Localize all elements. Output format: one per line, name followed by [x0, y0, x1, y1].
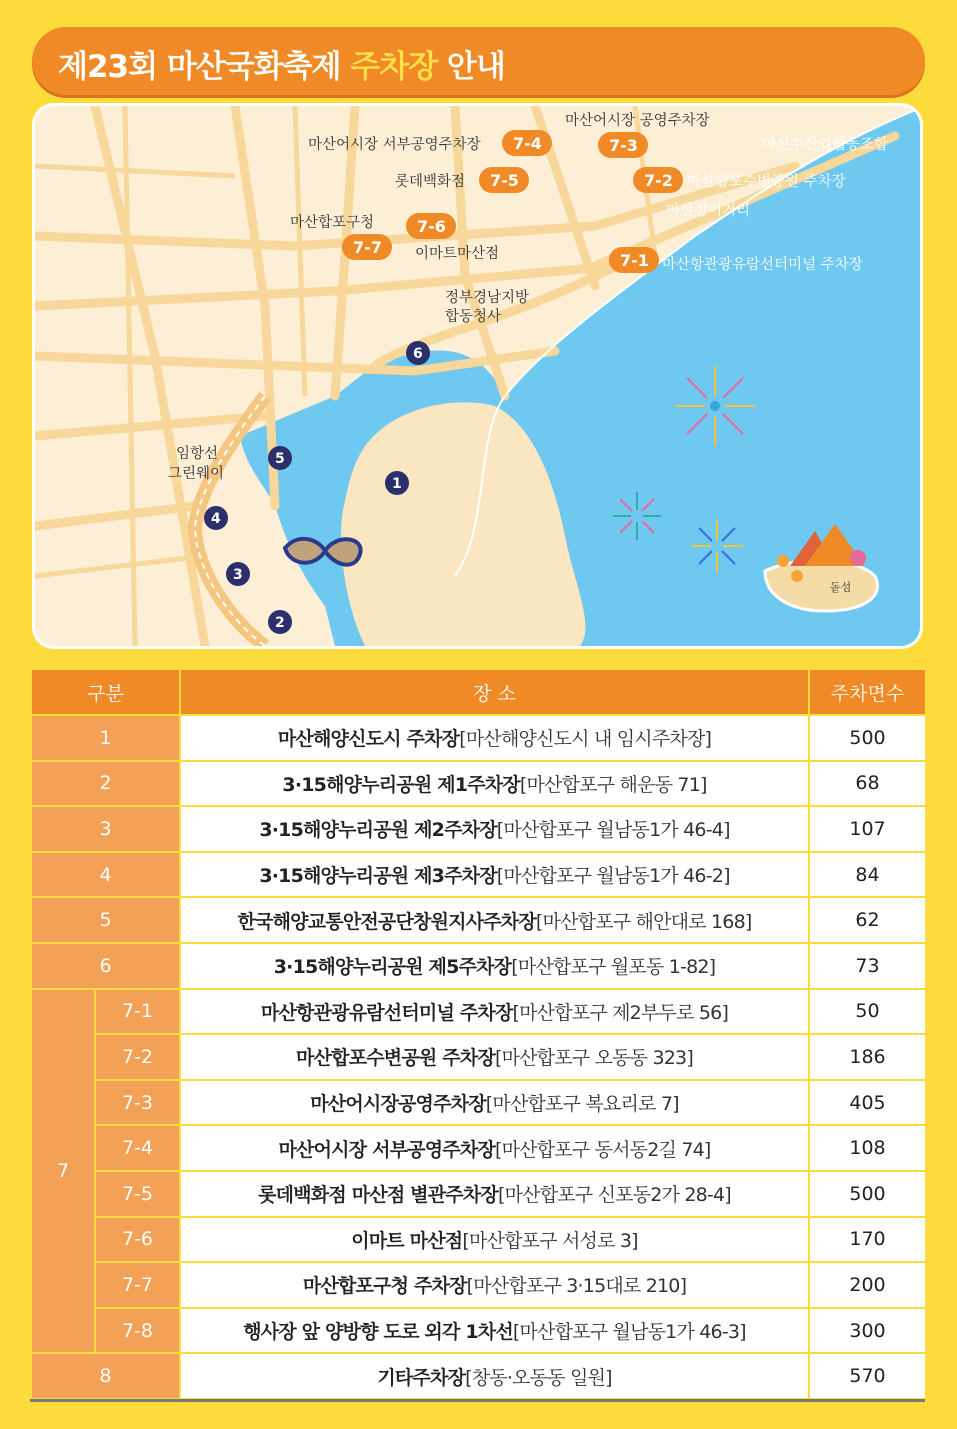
row-count: 200 [809, 1262, 926, 1308]
place-name: 마산어시장공영주차장 [310, 1093, 486, 1116]
row-place [180, 1353, 809, 1399]
row-group-7: 7 [31, 989, 95, 1354]
table-row [31, 1217, 926, 1263]
row-sub: 7-1 [95, 989, 180, 1035]
place-address: [마산해양신도시 내 임시주차장] [459, 728, 712, 751]
row-sub: 7-2 [95, 1034, 180, 1080]
table-row [31, 1034, 926, 1080]
pin-7-1[interactable] [609, 247, 659, 273]
row-sub: 7-3 [95, 1080, 180, 1126]
title-highlight: 주차장 [350, 49, 438, 85]
title-bar [32, 27, 925, 95]
row-count: 108 [809, 1125, 926, 1171]
row-place [180, 1125, 809, 1171]
label-emart: 이마트마산점 [415, 246, 500, 262]
place-name: 마산해양신도시 주차장 [277, 728, 460, 751]
label-happo-beach: 마산합포수변공원 주차장 [687, 174, 846, 190]
svg-text:2: 2 [275, 615, 285, 631]
page-title: 제23회 마산국화축제 주차장 안내 [58, 49, 505, 85]
marker-4[interactable] [204, 506, 228, 530]
row-group: 6 [31, 943, 180, 989]
svg-text:5: 5 [275, 451, 285, 467]
place-name: 롯데백화점 마산점 별관주차장 [258, 1184, 498, 1207]
row-group: 4 [31, 852, 180, 898]
label-gondola-2: 그린웨이 [168, 466, 225, 482]
svg-text:7-4: 7-4 [513, 134, 542, 153]
place-address: [마산합포구 서성로 3] [462, 1229, 638, 1252]
row-sub: 7-4 [95, 1125, 180, 1171]
row-count: 500 [809, 715, 926, 761]
place-name: 기타주차장 [377, 1366, 466, 1389]
svg-text:7-7: 7-7 [353, 238, 382, 257]
label-happo-office: 마산합포구청 [290, 215, 375, 231]
table-row [31, 761, 926, 807]
label-jangeo: 마산장어거리 [666, 203, 751, 219]
table-row [31, 806, 926, 852]
svg-text:6: 6 [413, 346, 423, 362]
row-place [180, 1034, 809, 1080]
label-gondola-1: 임항선 [176, 446, 219, 462]
row-place [180, 1080, 809, 1126]
place-name: 3·15해양누리공원 제5주차장 [273, 956, 512, 979]
place-name: 행사장 앞 양방향 도로 외각 1차선 [243, 1321, 513, 1344]
place-address: [마산합포구 해운동 71] [519, 773, 707, 796]
pin-7-5[interactable] [479, 167, 529, 193]
row-group: 8 [31, 1353, 180, 1399]
parking-table [30, 668, 927, 1400]
row-count: 84 [809, 852, 926, 898]
table-header-row [31, 669, 926, 715]
pin-7-3[interactable] [598, 132, 648, 158]
place-name: 이마트 마산점 [351, 1229, 463, 1252]
label-lotte: 롯데백화점 [395, 174, 466, 190]
row-place [180, 989, 809, 1035]
row-group: 2 [31, 761, 180, 807]
row-count: 62 [809, 897, 926, 943]
svg-text:3: 3 [233, 567, 243, 583]
row-count: 500 [809, 1171, 926, 1217]
table-row [31, 1171, 926, 1217]
row-place [180, 761, 809, 807]
place-name: 마산항관광유람선터미널 주차장 [260, 1001, 513, 1024]
row-count: 570 [809, 1353, 926, 1399]
label-fish-market-west: 마산어시장 서부공영주차장 [308, 137, 481, 153]
row-group: 5 [31, 897, 180, 943]
row-sub: 7-8 [95, 1308, 180, 1354]
row-place [180, 715, 809, 761]
row-place [180, 897, 809, 943]
label-fish-market-public: 마산어시장 공영주차장 [565, 113, 710, 129]
row-place [180, 806, 809, 852]
marker-5[interactable] [268, 446, 292, 470]
marker-3[interactable] [226, 562, 250, 586]
place-address: [마산합포구 월포동 1-82] [511, 956, 716, 979]
row-place [180, 1171, 809, 1217]
pin-7-6[interactable] [406, 213, 456, 239]
row-count: 186 [809, 1034, 926, 1080]
marker-2[interactable] [268, 610, 292, 634]
table-bottom-rule [30, 1399, 925, 1402]
table-row [31, 989, 926, 1035]
place-name: 마산합포구청 주차장 [302, 1275, 467, 1298]
table-row [31, 1308, 926, 1354]
marker-1[interactable] [385, 471, 409, 495]
header-count: 주차면수 [809, 669, 926, 715]
row-count: 405 [809, 1080, 926, 1126]
row-place [180, 1262, 809, 1308]
row-count: 50 [809, 989, 926, 1035]
table-row [31, 1262, 926, 1308]
row-place [180, 943, 809, 989]
table-row [31, 1353, 926, 1399]
table-row [31, 852, 926, 898]
label-gov-1: 정부경남지방 [445, 290, 530, 306]
svg-text:7-5: 7-5 [490, 171, 519, 190]
row-sub: 7-6 [95, 1217, 180, 1263]
table-row [31, 1125, 926, 1171]
row-count: 73 [809, 943, 926, 989]
header-place: 장 소 [180, 669, 809, 715]
place-address: [마산합포구 3·15대로 210] [466, 1275, 687, 1298]
row-count: 107 [809, 806, 926, 852]
place-address: [마산합포구 제2부두로 56] [512, 1001, 729, 1024]
table-row [31, 897, 926, 943]
table-row [31, 943, 926, 989]
row-place [180, 1308, 809, 1354]
place-address: [창동·오동동 일원] [465, 1366, 612, 1389]
row-place [180, 1217, 809, 1263]
svg-text:1: 1 [392, 476, 402, 492]
place-address: [마산합포구 월남동1가 46-3] [512, 1321, 746, 1344]
place-address: [마산합포구 해안대로 168] [535, 910, 752, 933]
svg-text:7-1: 7-1 [620, 251, 649, 270]
place-name: 3·15해양누리공원 제1주차장 [282, 773, 520, 796]
place-name: 마산합포수변공원 주차장 [296, 1047, 495, 1070]
place-name: 마산어시장 서부공영주차장 [278, 1138, 495, 1161]
label-gov-2: 합동청사 [445, 309, 502, 325]
place-address: [마산합포구 오동동 323] [494, 1047, 693, 1070]
pin-7-2[interactable] [633, 167, 683, 193]
row-group: 1 [31, 715, 180, 761]
pin-7-7[interactable] [342, 234, 392, 260]
header-category: 구분 [31, 669, 180, 715]
row-count: 170 [809, 1217, 926, 1263]
row-place [180, 852, 809, 898]
row-sub: 7-7 [95, 1262, 180, 1308]
place-address: [마산합포구 복요리로 7] [485, 1093, 679, 1116]
svg-text:4: 4 [211, 511, 221, 527]
island-label: 돝섬 [830, 581, 852, 594]
place-address: [마산합포구 동서동2길 74] [494, 1138, 711, 1161]
parking-map [32, 103, 923, 649]
table-row [31, 1080, 926, 1126]
table-row [31, 715, 926, 761]
label-terminal: 마산항관광유람선터미널 주차장 [662, 257, 863, 273]
place-name: 한국해양교통안전공단창원지사주차장 [237, 910, 536, 933]
place-name: 3·15해양누리공원 제3주차장 [259, 865, 497, 888]
place-name: 3·15해양누리공원 제2주차장 [259, 819, 497, 842]
place-address: [마산합포구 신포동2가 28-4] [497, 1184, 731, 1207]
place-address: [마산합포구 월남동1가 46-4] [496, 819, 730, 842]
marker-6[interactable] [406, 341, 430, 365]
svg-text:7-6: 7-6 [417, 217, 446, 236]
row-count: 300 [809, 1308, 926, 1354]
svg-text:7-3: 7-3 [609, 136, 638, 155]
svg-text:7-2: 7-2 [644, 171, 673, 190]
row-sub: 7-5 [95, 1171, 180, 1217]
row-count: 68 [809, 761, 926, 807]
pin-7-4[interactable] [502, 130, 552, 156]
place-address: [마산합포구 월남동1가 46-2] [496, 865, 730, 888]
label-suhyup: 마산수산업협동조합 [762, 137, 889, 153]
row-group: 3 [31, 806, 180, 852]
